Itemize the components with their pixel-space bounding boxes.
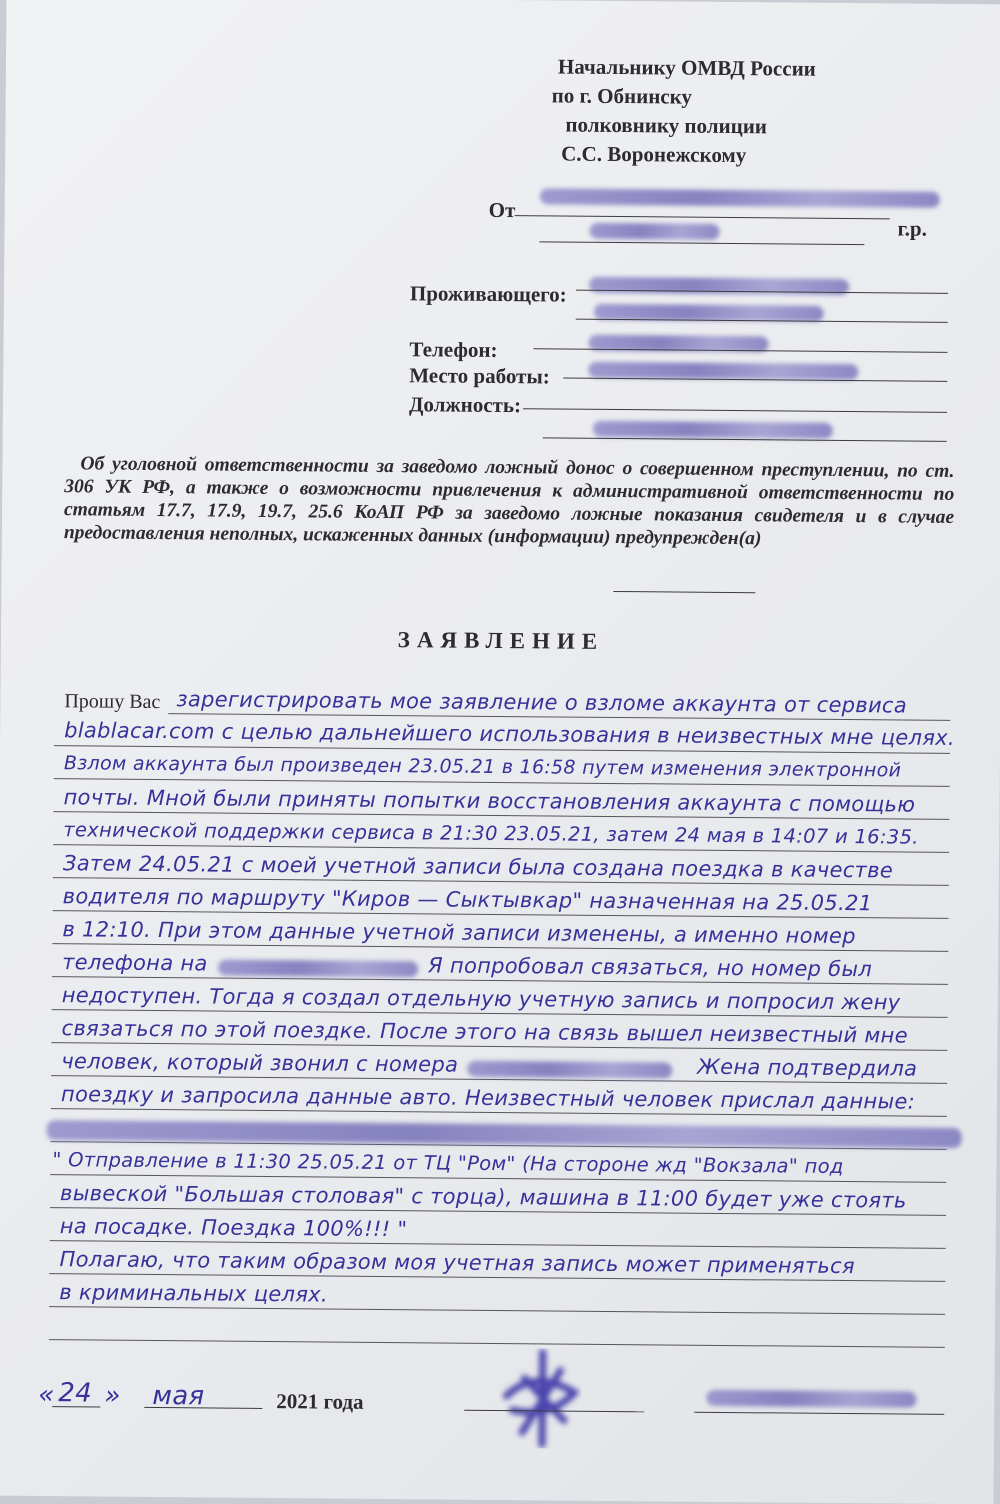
document-title: ЗАЯВЛЕНИЕ bbox=[397, 627, 605, 654]
redacted-signature-name bbox=[706, 1390, 916, 1408]
redacted-position bbox=[593, 421, 833, 439]
addressee-line-4: С.С. Воронежскому bbox=[561, 141, 747, 168]
statement-line-16: вывеской "Большая столовая" с торца), машина в 11:00 будет уже стоять bbox=[60, 1181, 907, 1213]
from-rule-1 bbox=[515, 215, 890, 219]
redacted-new-phone bbox=[218, 960, 418, 978]
statement-line-3: Взлом аккаунта был произведен 23.05.21 в 16:58 путем изменения электронной bbox=[63, 752, 902, 782]
statement-line-19: в криминальных целях. bbox=[59, 1280, 329, 1307]
date-quote-open: « bbox=[38, 1379, 55, 1411]
signature-mark-blurred bbox=[494, 1348, 587, 1449]
redacted-name bbox=[540, 188, 940, 207]
statement-line-9: телефона на bbox=[62, 950, 208, 976]
addressee-line-1: Начальнику ОМВД России bbox=[557, 54, 816, 81]
statement-line-8: в 12:10. При этом данные учетной записи изменены, а именно номер bbox=[62, 917, 856, 949]
statement-line-15: " Отправление в 11:30 25.05.21 от ТЦ "Ром" (На стороне жд "Вокзала" под bbox=[52, 1148, 844, 1179]
statement-line-5: технической поддержки сервиса в 21:30 23.05.21, затем 24 мая в 14:07 и 16:35. bbox=[63, 818, 919, 849]
statement-line-4: почты. Мной были приняты попытки восстановления аккаунта с помощью bbox=[63, 785, 916, 817]
date-quote-close: » bbox=[104, 1380, 121, 1411]
statement-line-11: связаться по этой поездке. После этого на связь вышел неизвестный мне bbox=[61, 1016, 908, 1048]
statement-line-9-tail: Я попробовал связаться, но номер был bbox=[428, 953, 873, 982]
warning-signature-rule bbox=[613, 591, 755, 593]
signature-name-rule bbox=[694, 1412, 944, 1415]
liability-warning-text: Об уголовной ответственности за заведомо ложный донос о совершенном преступлении, по ст. 306 УК РФ, а также о возможности привлечения к административной ответственности по статьям 17.7, 17.9, 19.7, 25.6 КоАП РФ за заведомо ложные показания свидетеля и в случае предоставления неполных, искаженных данных (информации) предупрежден(а) bbox=[63, 453, 955, 550]
phone-label: Телефон: bbox=[409, 337, 498, 362]
addressee-line-3: полковнику полиции bbox=[565, 112, 768, 139]
statement-ruled-line bbox=[49, 1306, 945, 1315]
statement-ruled-line bbox=[49, 1339, 945, 1348]
redacted-car-data bbox=[47, 1120, 962, 1148]
residence-rule-2 bbox=[576, 319, 948, 323]
position-label: Должность: bbox=[408, 392, 522, 418]
redacted-caller-phone bbox=[467, 1061, 672, 1079]
statement-line-2: blablacar.com с целью дальнейшего использования в неизвестных мне целях. bbox=[64, 718, 956, 750]
liability-warning bbox=[64, 452, 955, 552]
statement-line-1: зарегистрировать мое заявление о взломе аккаунта от сервиса bbox=[176, 687, 908, 718]
date-month: мая bbox=[152, 1380, 205, 1412]
statement-line-6: Затем 24.05.21 с моей учетной записи была создана поездка в качестве bbox=[62, 851, 894, 883]
from-label: От bbox=[488, 197, 516, 223]
residence-label: Проживающего: bbox=[409, 281, 567, 307]
statement-line-17: на посадке. Поездка 100%!!! " bbox=[59, 1214, 408, 1242]
citizen-suffix: г.р. bbox=[897, 216, 928, 241]
statement-line-18: Полагаю, что таким образом моя учетная запись может применяться bbox=[59, 1247, 855, 1279]
statement-intro: Прошу Вас bbox=[64, 690, 161, 714]
date-day: 24 bbox=[58, 1378, 93, 1409]
statement-ruled-lines bbox=[7, 0, 1000, 4]
statement-line-12: человек, который звонил с номера bbox=[61, 1049, 459, 1077]
date-year: 2021 года bbox=[276, 1389, 364, 1414]
statement-line-13: поездку и запросила данные авто. Неизвестный человек прислал данные: bbox=[60, 1082, 916, 1114]
from-rule-2 bbox=[539, 241, 864, 245]
statement-line-10: недоступен. Тогда я создал отдельную учетную запись и попросил жену bbox=[61, 983, 901, 1015]
workplace-label: Место работы: bbox=[409, 363, 550, 389]
redacted-birthdate bbox=[589, 223, 719, 240]
statement-line-7: водителя по маршруту "Киров — Сыктывкар" назначенная на 25.05.21 bbox=[62, 884, 873, 916]
addressee-line-2: по г. Обнинску bbox=[551, 83, 693, 109]
addressee-block bbox=[551, 52, 816, 170]
statement-line-12-tail: Жена подтвердила bbox=[697, 1054, 918, 1081]
workplace-rule-2 bbox=[523, 408, 947, 413]
